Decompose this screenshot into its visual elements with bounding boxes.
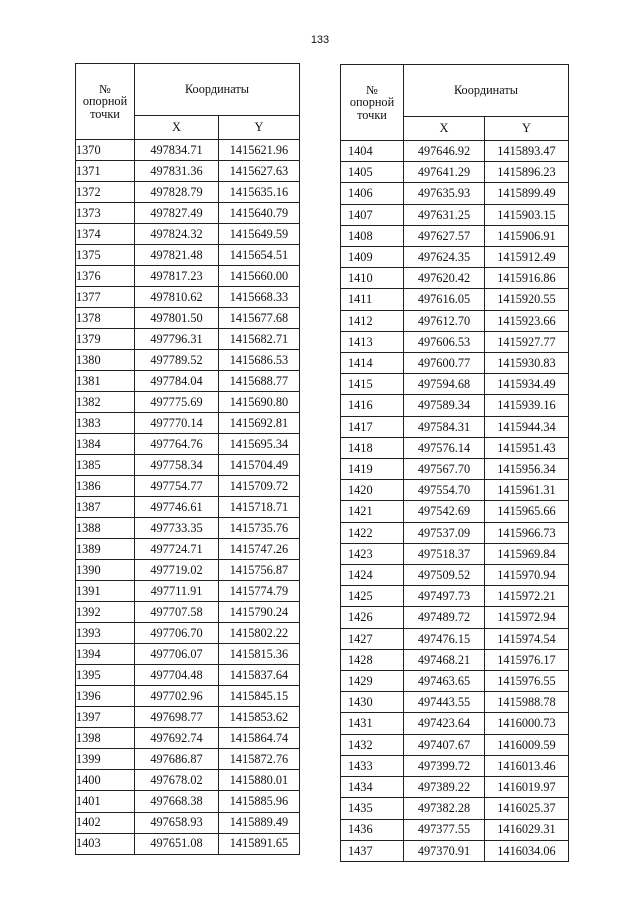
point-number-cell: 1416 — [341, 395, 404, 416]
point-number-cell: 1385 — [76, 455, 135, 476]
point-number-cell: 1381 — [76, 371, 135, 392]
table-row — [76, 266, 300, 287]
x-coordinate-cell: 497641.29 — [404, 162, 485, 183]
table-row — [341, 395, 569, 416]
x-coordinate-cell: 497646.92 — [404, 141, 485, 162]
y-coordinate-cell: 1416019.97 — [485, 777, 569, 798]
x-coordinate-cell: 497789.52 — [135, 350, 219, 371]
table-body-right — [341, 141, 569, 862]
y-coordinate-cell: 1416000.73 — [485, 713, 569, 734]
point-number-cell: 1411 — [341, 289, 404, 310]
y-coordinate-cell: 1416034.06 — [485, 840, 569, 861]
table-body-left — [76, 140, 300, 855]
table-row — [341, 204, 569, 225]
point-number-cell: 1412 — [341, 310, 404, 331]
table-row — [341, 289, 569, 310]
x-coordinate-cell: 497817.23 — [135, 266, 219, 287]
y-coordinate-cell: 1416013.46 — [485, 755, 569, 776]
table-row — [76, 371, 300, 392]
y-coordinate-cell: 1415974.54 — [485, 628, 569, 649]
point-number-cell: 1379 — [76, 329, 135, 350]
table-row — [76, 602, 300, 623]
table-row — [76, 350, 300, 371]
table-row — [341, 501, 569, 522]
x-coordinate-cell: 497554.70 — [404, 480, 485, 501]
table-row — [341, 713, 569, 734]
table-row — [76, 308, 300, 329]
y-coordinate-cell: 1415927.77 — [485, 331, 569, 352]
x-coordinate-cell: 497784.04 — [135, 371, 219, 392]
x-coordinate-cell: 497567.70 — [404, 459, 485, 480]
y-coordinate-cell: 1415802.22 — [219, 623, 300, 644]
y-coordinate-cell: 1415627.63 — [219, 161, 300, 182]
table-row — [76, 392, 300, 413]
point-number-cell: 1383 — [76, 413, 135, 434]
point-number-cell: 1402 — [76, 812, 135, 833]
y-coordinate-cell: 1415988.78 — [485, 692, 569, 713]
table-row — [76, 707, 300, 728]
y-coordinate-cell: 1415903.15 — [485, 204, 569, 225]
point-number-cell: 1423 — [341, 543, 404, 564]
table-row — [341, 331, 569, 352]
point-number-cell: 1421 — [341, 501, 404, 522]
table-row — [341, 141, 569, 162]
x-coordinate-cell: 497651.08 — [135, 833, 219, 854]
x-coordinate-cell: 497389.22 — [404, 777, 485, 798]
x-coordinate-cell: 497719.02 — [135, 560, 219, 581]
y-coordinate-cell: 1415649.59 — [219, 224, 300, 245]
point-number-cell: 1417 — [341, 416, 404, 437]
x-coordinate-cell: 497698.77 — [135, 707, 219, 728]
point-number-cell: 1434 — [341, 777, 404, 798]
table-row — [341, 162, 569, 183]
x-coordinate-cell: 497702.96 — [135, 686, 219, 707]
page-number: 133 — [310, 34, 330, 46]
y-coordinate-cell: 1415695.34 — [219, 434, 300, 455]
x-coordinate-cell: 497770.14 — [135, 413, 219, 434]
table-row — [341, 565, 569, 586]
y-coordinate-cell: 1415621.96 — [219, 140, 300, 161]
x-coordinate-cell: 497824.32 — [135, 224, 219, 245]
y-coordinate-cell: 1415654.51 — [219, 245, 300, 266]
x-coordinate-cell: 497775.69 — [135, 392, 219, 413]
x-coordinate-cell: 497764.76 — [135, 434, 219, 455]
x-coordinate-cell: 497443.55 — [404, 692, 485, 713]
x-header: X — [404, 117, 485, 141]
y-coordinate-cell: 1415930.83 — [485, 353, 569, 374]
y-coordinate-cell: 1415939.16 — [485, 395, 569, 416]
x-coordinate-cell: 497382.28 — [404, 798, 485, 819]
point-number-cell: 1392 — [76, 602, 135, 623]
point-number-cell: 1437 — [341, 840, 404, 861]
x-coordinate-cell: 497576.14 — [404, 437, 485, 458]
point-number-cell: 1415 — [341, 374, 404, 395]
x-coordinate-cell: 497423.64 — [404, 713, 485, 734]
y-coordinate-cell: 1415686.53 — [219, 350, 300, 371]
coordinates-table-left — [75, 63, 300, 855]
table-row — [341, 310, 569, 331]
table-row — [76, 140, 300, 161]
x-coordinate-cell: 497594.68 — [404, 374, 485, 395]
point-number-cell: 1382 — [76, 392, 135, 413]
point-number-cell: 1435 — [341, 798, 404, 819]
x-coordinate-cell: 497476.15 — [404, 628, 485, 649]
x-coordinate-cell: 497668.38 — [135, 791, 219, 812]
table-row — [341, 798, 569, 819]
point-number-cell: 1399 — [76, 749, 135, 770]
table-row — [341, 353, 569, 374]
table-row — [341, 225, 569, 246]
table-row — [76, 455, 300, 476]
point-number-cell: 1420 — [341, 480, 404, 501]
table-row — [76, 623, 300, 644]
table-row — [341, 671, 569, 692]
y-coordinate-cell: 1415976.55 — [485, 671, 569, 692]
y-coordinate-cell: 1415690.80 — [219, 392, 300, 413]
table-row — [76, 560, 300, 581]
y-coordinate-cell: 1415920.55 — [485, 289, 569, 310]
y-coordinate-cell: 1415889.49 — [219, 812, 300, 833]
y-coordinate-cell: 1415951.43 — [485, 437, 569, 458]
y-coordinate-cell: 1415872.76 — [219, 749, 300, 770]
point-number-cell: 1426 — [341, 607, 404, 628]
y-coordinate-cell: 1415880.01 — [219, 770, 300, 791]
y-coordinate-cell: 1415815.36 — [219, 644, 300, 665]
table-row — [341, 183, 569, 204]
y-coordinate-cell: 1416029.31 — [485, 819, 569, 840]
x-coordinate-cell: 497733.35 — [135, 518, 219, 539]
y-coordinate-cell: 1415934.49 — [485, 374, 569, 395]
point-number-cell: 1387 — [76, 497, 135, 518]
y-coordinate-cell: 1415774.79 — [219, 581, 300, 602]
x-coordinate-cell: 497706.70 — [135, 623, 219, 644]
x-coordinate-cell: 497810.62 — [135, 287, 219, 308]
point-number-cell: 1394 — [76, 644, 135, 665]
x-coordinate-cell: 497754.77 — [135, 476, 219, 497]
y-coordinate-cell: 1415896.23 — [485, 162, 569, 183]
point-number-cell: 1389 — [76, 539, 135, 560]
y-header: Y — [219, 116, 300, 140]
y-coordinate-cell: 1415893.47 — [485, 141, 569, 162]
x-coordinate-cell: 497612.70 — [404, 310, 485, 331]
table-row — [76, 497, 300, 518]
x-coordinate-cell: 497796.31 — [135, 329, 219, 350]
point-number-cell: 1397 — [76, 707, 135, 728]
point-number-cell: 1430 — [341, 692, 404, 713]
x-coordinate-cell: 497407.67 — [404, 734, 485, 755]
x-coordinate-cell: 497600.77 — [404, 353, 485, 374]
y-coordinate-cell: 1415747.26 — [219, 539, 300, 560]
table-row — [76, 476, 300, 497]
table-row — [341, 459, 569, 480]
point-number-cell: 1400 — [76, 770, 135, 791]
x-coordinate-cell: 497537.09 — [404, 522, 485, 543]
table-row — [341, 840, 569, 861]
table-row — [341, 607, 569, 628]
point-number-cell: 1428 — [341, 649, 404, 670]
y-coordinate-cell: 1415853.62 — [219, 707, 300, 728]
point-number-cell: 1410 — [341, 268, 404, 289]
y-coordinate-cell: 1415660.00 — [219, 266, 300, 287]
point-number-cell: 1386 — [76, 476, 135, 497]
point-number-cell: 1404 — [341, 141, 404, 162]
point-number-header: № опорной точки — [76, 64, 135, 140]
y-coordinate-cell: 1415635.16 — [219, 182, 300, 203]
table-row — [76, 161, 300, 182]
y-coordinate-cell: 1415965.66 — [485, 501, 569, 522]
y-coordinate-cell: 1415640.79 — [219, 203, 300, 224]
y-coordinate-cell: 1415972.21 — [485, 586, 569, 607]
point-number-cell: 1376 — [76, 266, 135, 287]
x-coordinate-cell: 497635.93 — [404, 183, 485, 204]
table-row — [76, 413, 300, 434]
table-row — [341, 649, 569, 670]
x-coordinate-cell: 497711.91 — [135, 581, 219, 602]
x-coordinate-cell: 497686.87 — [135, 749, 219, 770]
y-coordinate-cell: 1415923.66 — [485, 310, 569, 331]
x-coordinate-cell: 497399.72 — [404, 755, 485, 776]
y-coordinate-cell: 1415906.91 — [485, 225, 569, 246]
y-coordinate-cell: 1416009.59 — [485, 734, 569, 755]
x-coordinate-cell: 497542.69 — [404, 501, 485, 522]
y-coordinate-cell: 1415969.84 — [485, 543, 569, 564]
x-coordinate-cell: 497627.57 — [404, 225, 485, 246]
y-coordinate-cell: 1415891.65 — [219, 833, 300, 854]
point-number-cell: 1374 — [76, 224, 135, 245]
x-coordinate-cell: 497584.31 — [404, 416, 485, 437]
point-number-cell: 1375 — [76, 245, 135, 266]
point-number-cell: 1395 — [76, 665, 135, 686]
point-number-cell: 1413 — [341, 331, 404, 352]
y-coordinate-cell: 1415668.33 — [219, 287, 300, 308]
y-coordinate-cell: 1415704.49 — [219, 455, 300, 476]
point-number-cell: 1370 — [76, 140, 135, 161]
point-number-cell: 1427 — [341, 628, 404, 649]
point-number-cell: 1432 — [341, 734, 404, 755]
y-coordinate-cell: 1415837.64 — [219, 665, 300, 686]
point-number-cell: 1419 — [341, 459, 404, 480]
table-row — [76, 749, 300, 770]
table-row — [76, 182, 300, 203]
table-row — [76, 224, 300, 245]
table-row — [76, 644, 300, 665]
point-number-cell: 1407 — [341, 204, 404, 225]
y-coordinate-cell: 1415916.86 — [485, 268, 569, 289]
y-coordinate-cell: 1415677.68 — [219, 308, 300, 329]
table-row — [341, 268, 569, 289]
point-number-cell: 1422 — [341, 522, 404, 543]
table-row — [76, 665, 300, 686]
x-coordinate-cell: 497518.37 — [404, 543, 485, 564]
y-coordinate-cell: 1415718.71 — [219, 497, 300, 518]
table-row — [341, 586, 569, 607]
y-coordinate-cell: 1415885.96 — [219, 791, 300, 812]
x-coordinate-cell: 497377.55 — [404, 819, 485, 840]
table-row — [76, 203, 300, 224]
y-coordinate-cell: 1415756.87 — [219, 560, 300, 581]
x-coordinate-cell: 497606.53 — [404, 331, 485, 352]
x-coordinate-cell: 497827.49 — [135, 203, 219, 224]
point-number-cell: 1425 — [341, 586, 404, 607]
x-coordinate-cell: 497758.34 — [135, 455, 219, 476]
y-coordinate-cell: 1416025.37 — [485, 798, 569, 819]
point-number-cell: 1390 — [76, 560, 135, 581]
table-row — [76, 287, 300, 308]
y-coordinate-cell: 1415709.72 — [219, 476, 300, 497]
y-coordinate-cell: 1415899.49 — [485, 183, 569, 204]
coordinates-table-right — [340, 64, 569, 862]
y-coordinate-cell: 1415912.49 — [485, 247, 569, 268]
table-row — [341, 247, 569, 268]
table-row — [341, 522, 569, 543]
table-row — [341, 777, 569, 798]
table-row — [341, 416, 569, 437]
table-row — [76, 245, 300, 266]
point-number-cell: 1414 — [341, 353, 404, 374]
table-row — [341, 480, 569, 501]
point-number-cell: 1408 — [341, 225, 404, 246]
y-coordinate-cell: 1415966.73 — [485, 522, 569, 543]
y-coordinate-cell: 1415944.34 — [485, 416, 569, 437]
table-row — [76, 812, 300, 833]
table-row — [76, 518, 300, 539]
table-row — [341, 734, 569, 755]
point-number-cell: 1396 — [76, 686, 135, 707]
x-coordinate-cell: 497624.35 — [404, 247, 485, 268]
point-number-cell: 1409 — [341, 247, 404, 268]
y-coordinate-cell: 1415956.34 — [485, 459, 569, 480]
point-number-header: № опорной точки — [341, 65, 404, 141]
y-coordinate-cell: 1415845.15 — [219, 686, 300, 707]
x-coordinate-cell: 497692.74 — [135, 728, 219, 749]
coordinates-header: Координаты — [404, 65, 569, 117]
table-row — [341, 374, 569, 395]
y-coordinate-cell: 1415972.94 — [485, 607, 569, 628]
table-row — [76, 833, 300, 854]
table-row — [76, 728, 300, 749]
table-row — [341, 692, 569, 713]
x-coordinate-cell: 497707.58 — [135, 602, 219, 623]
point-number-cell: 1377 — [76, 287, 135, 308]
table-row — [76, 686, 300, 707]
coordinates-header: Координаты — [135, 64, 300, 116]
table-row — [341, 543, 569, 564]
point-number-cell: 1398 — [76, 728, 135, 749]
x-coordinate-cell: 497821.48 — [135, 245, 219, 266]
x-coordinate-cell: 497658.93 — [135, 812, 219, 833]
table-row — [76, 791, 300, 812]
y-coordinate-cell: 1415864.74 — [219, 728, 300, 749]
x-coordinate-cell: 497616.05 — [404, 289, 485, 310]
table-row — [76, 434, 300, 455]
point-number-cell: 1388 — [76, 518, 135, 539]
point-number-cell: 1401 — [76, 791, 135, 812]
x-coordinate-cell: 497497.73 — [404, 586, 485, 607]
table-row — [341, 755, 569, 776]
point-number-cell: 1406 — [341, 183, 404, 204]
table-row — [341, 437, 569, 458]
y-coordinate-cell: 1415735.76 — [219, 518, 300, 539]
x-coordinate-cell: 497678.02 — [135, 770, 219, 791]
point-number-cell: 1429 — [341, 671, 404, 692]
x-coordinate-cell: 497831.36 — [135, 161, 219, 182]
x-coordinate-cell: 497620.42 — [404, 268, 485, 289]
x-coordinate-cell: 497589.34 — [404, 395, 485, 416]
x-coordinate-cell: 497801.50 — [135, 308, 219, 329]
point-number-cell: 1418 — [341, 437, 404, 458]
point-number-cell: 1371 — [76, 161, 135, 182]
x-coordinate-cell: 497489.72 — [404, 607, 485, 628]
table-row — [76, 581, 300, 602]
point-number-cell: 1436 — [341, 819, 404, 840]
table-row — [341, 628, 569, 649]
point-number-cell: 1378 — [76, 308, 135, 329]
y-coordinate-cell: 1415790.24 — [219, 602, 300, 623]
x-coordinate-cell: 497370.91 — [404, 840, 485, 861]
point-number-cell: 1424 — [341, 565, 404, 586]
point-number-cell: 1391 — [76, 581, 135, 602]
x-coordinate-cell: 497463.65 — [404, 671, 485, 692]
table-row — [76, 539, 300, 560]
y-coordinate-cell: 1415961.31 — [485, 480, 569, 501]
x-coordinate-cell: 497509.52 — [404, 565, 485, 586]
x-coordinate-cell: 497704.48 — [135, 665, 219, 686]
x-coordinate-cell: 497706.07 — [135, 644, 219, 665]
y-coordinate-cell: 1415976.17 — [485, 649, 569, 670]
point-number-cell: 1431 — [341, 713, 404, 734]
y-coordinate-cell: 1415692.81 — [219, 413, 300, 434]
x-coordinate-cell: 497468.21 — [404, 649, 485, 670]
y-coordinate-cell: 1415688.77 — [219, 371, 300, 392]
x-coordinate-cell: 497746.61 — [135, 497, 219, 518]
point-number-cell: 1373 — [76, 203, 135, 224]
point-number-cell: 1393 — [76, 623, 135, 644]
x-header: X — [135, 116, 219, 140]
table-row — [76, 329, 300, 350]
point-number-cell: 1405 — [341, 162, 404, 183]
table-row — [76, 770, 300, 791]
point-number-cell: 1403 — [76, 833, 135, 854]
point-number-cell: 1372 — [76, 182, 135, 203]
y-header: Y — [485, 117, 569, 141]
y-coordinate-cell: 1415682.71 — [219, 329, 300, 350]
table-row — [341, 819, 569, 840]
x-coordinate-cell: 497834.71 — [135, 140, 219, 161]
point-number-cell: 1433 — [341, 755, 404, 776]
point-number-cell: 1384 — [76, 434, 135, 455]
y-coordinate-cell: 1415970.94 — [485, 565, 569, 586]
x-coordinate-cell: 497724.71 — [135, 539, 219, 560]
point-number-cell: 1380 — [76, 350, 135, 371]
x-coordinate-cell: 497828.79 — [135, 182, 219, 203]
x-coordinate-cell: 497631.25 — [404, 204, 485, 225]
